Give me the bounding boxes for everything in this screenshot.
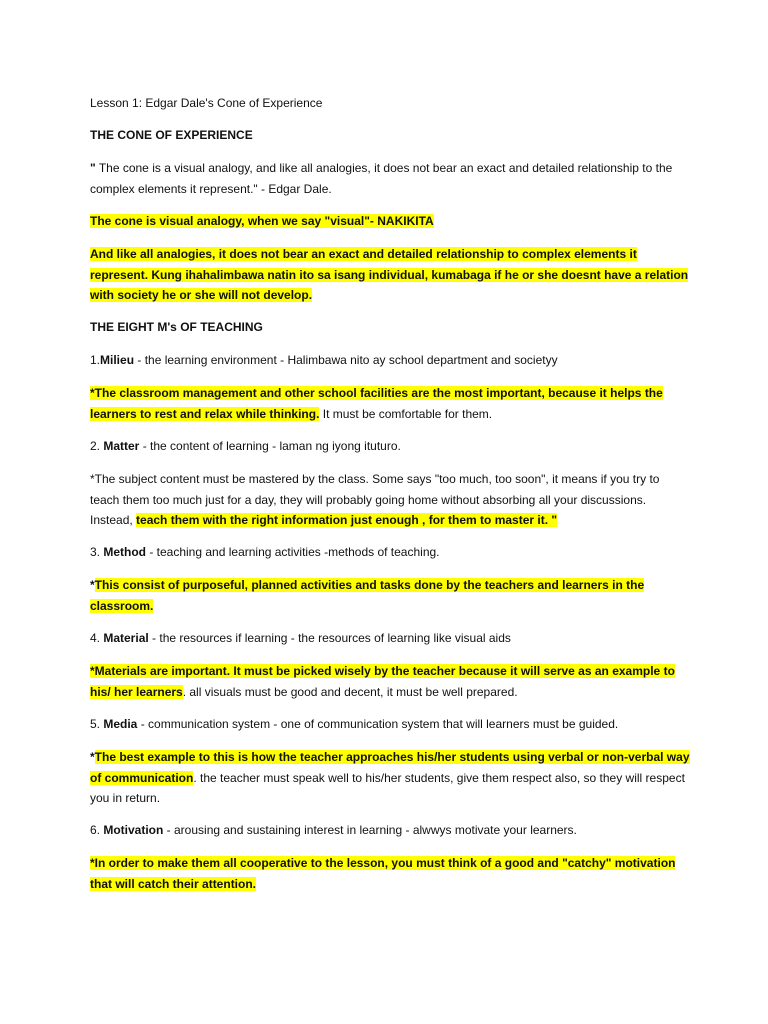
motivation-number: 6. [90, 823, 104, 837]
material-note-rest: . all visuals must be good and decent, it must be well prepared. [182, 684, 518, 699]
dale-quote [90, 158, 690, 199]
visual-note [90, 211, 690, 232]
heading-eight-text: THE EIGHT M's OF TEACHING [90, 320, 263, 334]
material-note [90, 661, 690, 702]
media-note-highlight: The best example to this is how the teacher approaches his/her students using verbal or non-verbal way of communication [90, 750, 690, 785]
motivation-definition [90, 820, 690, 841]
media-note [90, 747, 690, 809]
analogy-note [90, 244, 690, 306]
method-note-highlight: This consist of purposeful, planned activities and tasks done by the teachers and learners in the classroom. [90, 578, 645, 613]
material-term: Material [103, 631, 149, 645]
media-note-rest: . the teacher must speak well to his/her students, give them respect also, so they will respect you in return. [90, 770, 685, 805]
visual-note-text: The cone is visual analogy, when we say "visual"- NAKIKITA [90, 214, 434, 228]
matter-number: 2. [90, 439, 104, 453]
milieu-def: - the learning environment - Halimbawa nito ay school department and societyy [134, 353, 558, 367]
milieu-term: Milieu [100, 353, 135, 367]
media-definition [90, 714, 690, 735]
matter-definition [90, 436, 690, 457]
lesson-title [90, 93, 690, 114]
material-definition [90, 628, 690, 649]
heading-eight-ms [90, 317, 690, 338]
heading-cone-of-experience [90, 125, 690, 146]
media-term: Media [103, 717, 138, 731]
media-note-star: * [90, 750, 95, 764]
matter-note-highlight: teach them with the right information just enough , for them to master it. " [136, 513, 558, 527]
method-note [90, 575, 690, 616]
material-note-highlight: *Materials are important. It must be picked wisely by the teacher because it will serve as an example to his/ her learners [90, 664, 675, 699]
media-number: 5. [90, 717, 104, 731]
method-note-star: * [90, 578, 95, 592]
method-term: Method [103, 545, 146, 559]
analogy-note-text: And like all analogies, it does not bear an exact and detailed relationship to complex elements it represent. Kung ihahalimbawa natin ito sa isang individual, kumabaga if he or she doesnt have a relation with society he or she will not develop. [90, 247, 689, 302]
matter-note [90, 469, 690, 531]
quote-mark: " [90, 161, 96, 175]
method-def: - teaching and learning activities -methods of teaching. [146, 545, 440, 559]
motivation-note [90, 853, 690, 894]
matter-term: Matter [103, 439, 140, 453]
milieu-definition [90, 350, 690, 371]
motivation-term: Motivation [103, 823, 164, 837]
quote-text: The cone is a visual analogy, and like all analogies, it does not bear an exact and detailed relationship to the complex elements it represent." - Edgar Dale. [90, 161, 673, 196]
material-number: 4. [90, 631, 104, 645]
matter-def: - the content of learning - laman ng iyong ituturo. [139, 439, 401, 453]
matter-note-plain: *The subject content must be mastered by the class. Some says "too much, too soon", it means if you try to teach them too much just for a day, they will probably going home without absorbing all your discussions. Instead, [90, 472, 660, 527]
milieu-note-rest: It must be comfortable for them. [319, 406, 493, 421]
milieu-note-highlight: *The classroom management and other school facilities are the most important, because it helps the learners to rest and relax while thinking. [90, 386, 663, 421]
material-def: - the resources if learning - the resources of learning like visual aids [148, 631, 511, 645]
media-def: - communication system - one of communication system that will learners must be guided. [137, 717, 619, 731]
method-definition [90, 542, 690, 563]
method-number: 3. [90, 545, 104, 559]
lesson-title-text: Lesson 1: Edgar Dale's Cone of Experience [90, 96, 323, 110]
milieu-note [90, 383, 690, 424]
motivation-def: - arousing and sustaining interest in learning - alwwys motivate your learners. [163, 823, 577, 837]
motivation-note-highlight: *In order to make them all cooperative to the lesson, you must think of a good and "catchy" motivation that will catch their attention. [90, 856, 676, 891]
heading-cone-text: THE CONE OF EXPERIENCE [90, 128, 253, 142]
milieu-number: 1. [90, 353, 101, 367]
